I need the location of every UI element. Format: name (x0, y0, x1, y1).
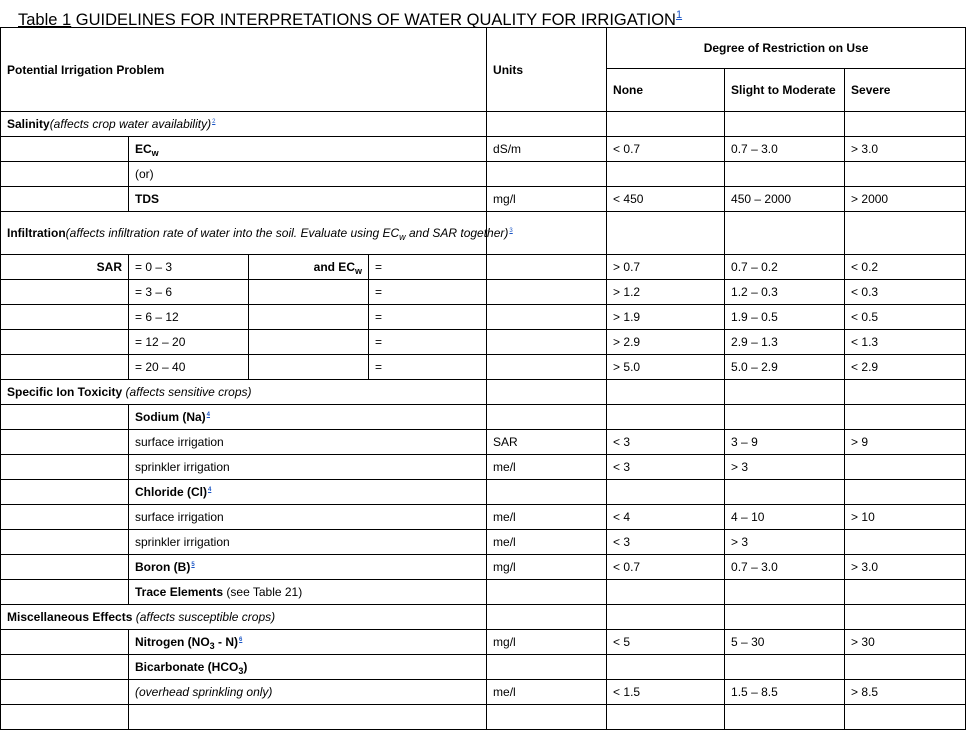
table-row (1, 330, 966, 355)
table-row (1, 680, 966, 705)
table-row (1, 705, 966, 730)
header-units: Units (487, 28, 607, 112)
table-row (1, 555, 966, 580)
tds-units: mg/l (487, 187, 607, 212)
chloride-surface-label: surface irrigation (129, 505, 487, 530)
salinity-section (1, 112, 487, 137)
salinity-footnote-link[interactable]: 2 (212, 119, 216, 125)
nitrogen-severe: > 30 (845, 630, 966, 655)
boron-slight: 0.7 – 3.0 (725, 555, 845, 580)
sodium-footnote-link[interactable]: 4 (206, 412, 211, 418)
inf-severe: < 0.3 (845, 280, 966, 305)
sar-label: SAR (1, 255, 129, 280)
overhead-severe: > 8.5 (845, 680, 966, 705)
tds-severe: > 2000 (845, 187, 966, 212)
infiltration-note: (affects infiltration rate of water into the soil. Evaluate using $EC_w$ and SAR together) (65, 226, 509, 242)
ec-eq: = (369, 280, 487, 305)
sodium-surface-label: surface irrigation (129, 430, 487, 455)
infiltration-label: Infiltration (7, 226, 66, 240)
sodium-sprinkler-none: < 3 (607, 455, 725, 480)
table-row (1, 430, 966, 455)
ecw-slight: 0.7 – 3.0 (725, 137, 845, 162)
water-quality-table (0, 27, 966, 730)
or-label: (or) (129, 162, 487, 187)
inf-none: > 5.0 (607, 355, 725, 380)
inf-severe: < 2.9 (845, 355, 966, 380)
header-none: None (607, 69, 725, 112)
chloride-sprinkler-severe (845, 530, 966, 555)
toxicity-section (1, 380, 487, 405)
table-row (1, 480, 966, 505)
inf-none: > 1.9 (607, 305, 725, 330)
trace-elements-label: Trace Elements (see Table 21) (129, 580, 487, 605)
table-row (1, 112, 966, 137)
chloride-surface-slight: 4 – 10 (725, 505, 845, 530)
sar-range: = 0 – 3 (129, 255, 249, 280)
sodium-sprinkler-label: sprinkler irrigation (129, 455, 487, 480)
table-row (1, 355, 966, 380)
chloride-label: Chloride (Cl)$^4$ (129, 480, 487, 505)
sodium-surface-none: < 3 (607, 430, 725, 455)
table-row (1, 605, 966, 630)
tds-none: < 450 (607, 187, 725, 212)
tds-label: TDS (129, 187, 487, 212)
ecw-units: dS/m (487, 137, 607, 162)
chloride-surface-units: me/l (487, 505, 607, 530)
table-row (1, 305, 966, 330)
ec-label: and $EC_w$ (249, 255, 369, 280)
tds-slight: 450 – 2000 (725, 187, 845, 212)
sodium-surface-severe: > 9 (845, 430, 966, 455)
ecw-none: < 0.7 (607, 137, 725, 162)
chloride-sprinkler-label: sprinkler irrigation (129, 530, 487, 555)
table-row (1, 212, 966, 255)
misc-note: (affects susceptible crops) (132, 610, 276, 624)
sar-range: = 12 – 20 (129, 330, 249, 355)
nitrogen-slight: 5 – 30 (725, 630, 845, 655)
sar-range: = 6 – 12 (129, 305, 249, 330)
table-row (1, 655, 966, 680)
table-row (1, 187, 966, 212)
table-label[interactable]: Table 1 (18, 11, 72, 29)
chloride-sprinkler-slight: > 3 (725, 530, 845, 555)
nitrogen-label: Nitrogen $(NO_3 - N)^6$ (129, 630, 487, 655)
boron-units: mg/l (487, 555, 607, 580)
bicarbonate-label: Bicarbonate $(HCO_3)$ (129, 655, 487, 680)
ec-eq: = (369, 305, 487, 330)
nitrogen-footnote-link[interactable]: 6 (239, 637, 243, 643)
chloride-footnote-link[interactable]: 4 (208, 487, 212, 493)
inf-slight: 1.9 – 0.5 (725, 305, 845, 330)
table-row (1, 405, 966, 430)
table-row (1, 255, 966, 280)
ec-eq: = (369, 330, 487, 355)
header-degree: Degree of Restriction on Use (607, 28, 966, 69)
chloride-sprinkler-none: < 3 (607, 530, 725, 555)
table-row (1, 280, 966, 305)
sodium-sprinkler-units: me/l (487, 455, 607, 480)
header-slight: Slight to Moderate (725, 69, 845, 112)
table-row (1, 580, 966, 605)
ecw-severe: > 3.0 (845, 137, 966, 162)
boron-label: Boron (B)$^5$ (129, 555, 487, 580)
table-row (1, 505, 966, 530)
header-row-1 (1, 28, 966, 69)
boron-severe: > 3.0 (845, 555, 966, 580)
sodium-sprinkler-slight: > 3 (725, 455, 845, 480)
misc-section (1, 605, 487, 630)
salinity-note: (affects crop water availability) (49, 117, 212, 131)
table-row (1, 380, 966, 405)
table-row (1, 530, 966, 555)
toxicity-note: (affects sensitive crops) (122, 385, 252, 399)
sodium-label: Sodium (Na)$^4$ (129, 405, 487, 430)
inf-severe: < 0.5 (845, 305, 966, 330)
header-problem: Potential Irrigation Problem (1, 28, 487, 112)
boron-footnote-link[interactable]: 5 (191, 562, 195, 568)
inf-none: > 1.2 (607, 280, 725, 305)
inf-slight: 5.0 – 2.9 (725, 355, 845, 380)
sar-range: = 20 – 40 (129, 355, 249, 380)
inf-slight: 0.7 – 0.2 (725, 255, 845, 280)
table-row (1, 162, 966, 187)
title-text: GUIDELINES FOR INTERPRETATIONS OF WATER QUALITY FOR IRRIGATION (71, 11, 676, 29)
inf-none: > 2.9 (607, 330, 725, 355)
overhead-none: < 1.5 (607, 680, 725, 705)
title-footnote-link[interactable]: 1 (675, 9, 683, 21)
sodium-surface-slight: 3 – 9 (725, 430, 845, 455)
infiltration-section (1, 212, 513, 255)
inf-severe: < 1.3 (845, 330, 966, 355)
chloride-surface-none: < 4 (607, 505, 725, 530)
overhead-slight: 1.5 – 8.5 (725, 680, 845, 705)
sodium-sprinkler-severe (845, 455, 966, 480)
toxicity-label: Specific Ion Toxicity (7, 385, 123, 399)
inf-severe: < 0.2 (845, 255, 966, 280)
inf-slight: 1.2 – 0.3 (725, 280, 845, 305)
chloride-surface-severe: > 10 (845, 505, 966, 530)
nitrogen-none: < 5 (607, 630, 725, 655)
ec-eq: = (369, 255, 487, 280)
overhead-units: me/l (487, 680, 607, 705)
ecw-label: $EC_w$ (129, 137, 487, 162)
inf-slight: 2.9 – 1.3 (725, 330, 845, 355)
table-row (1, 630, 966, 655)
table-row (1, 455, 966, 480)
salinity-label: Salinity (7, 117, 50, 131)
table-row (1, 137, 966, 162)
sodium-surface-units: SAR (487, 430, 607, 455)
nitrogen-units: mg/l (487, 630, 607, 655)
ec-eq: = (369, 355, 487, 380)
chloride-sprinkler-units: me/l (487, 530, 607, 555)
header-severe: Severe (845, 69, 966, 112)
inf-none: > 0.7 (607, 255, 725, 280)
misc-label: Miscellaneous Effects (7, 610, 133, 624)
infiltration-footnote-link[interactable]: 3 (509, 228, 513, 234)
boron-none: < 0.7 (607, 555, 725, 580)
overhead-label: (overhead sprinkling only) (129, 680, 487, 705)
sar-range: = 3 – 6 (129, 280, 249, 305)
